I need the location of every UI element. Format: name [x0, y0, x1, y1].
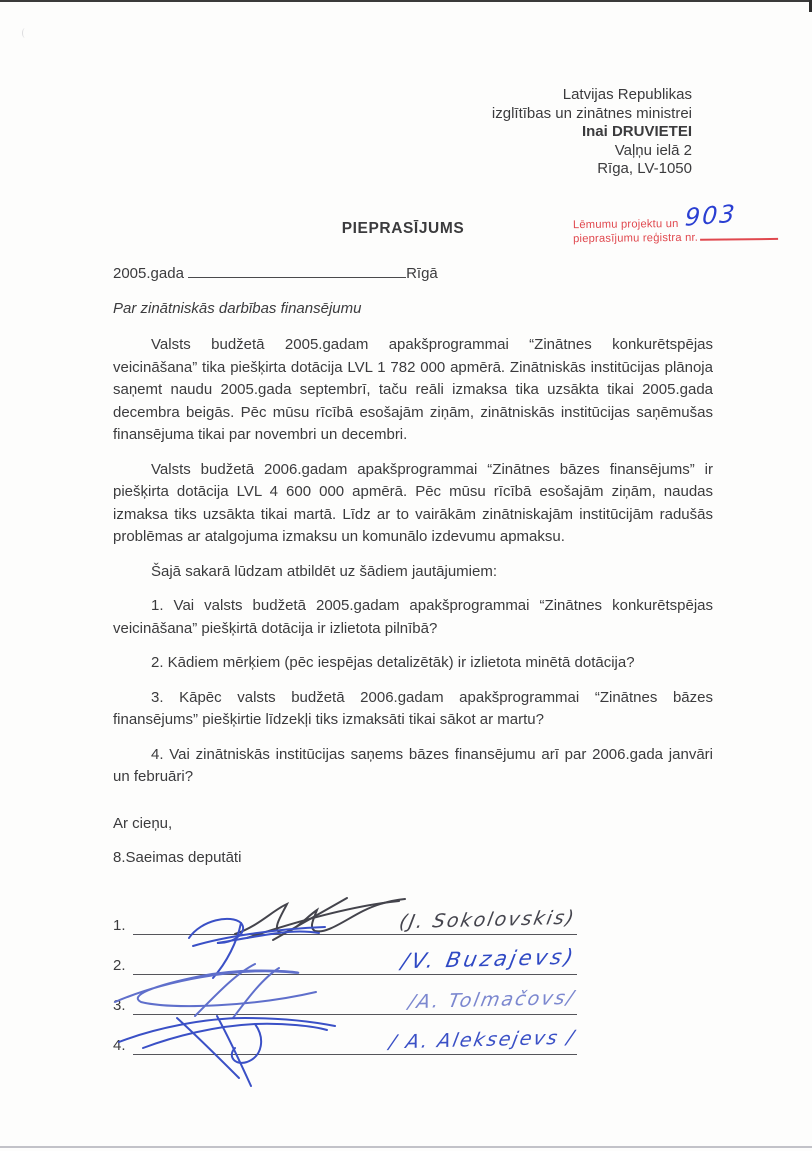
question-4: 4. Vai zinātniskās institūcijas saņems bāzes finansējumu arī par 2006.gada janvāri un februāri?	[113, 745, 713, 785]
signature-number: 3.	[113, 997, 126, 1014]
signature-line	[133, 936, 577, 975]
scan-artifact-bottom-edge	[0, 1146, 812, 1148]
recipient-name: Inai DRUVIETEI	[581, 123, 692, 141]
signature-line	[133, 976, 577, 1015]
signature-printed-name: /V. Buzajevs)	[398, 944, 578, 974]
paragraph: Valsts budžetā 2005.gadam apakšprogrammai “Zinātnes konkurētspējas veicināšana” tika piešķirta dotācija LVL 1 782 000 apmērā. Zinātniskās institūcijas plānoja saņemt naudu 2005.gada septembrī, taču reāli izmaksa tika uzsākta tikai 2005.gada decembra beigās. Pēc mūsu rīcībā esošajām ziņām, zinātniskās institūcijas saņēmušas finansējuma tikai par novembri un decembri.	[113, 336, 713, 443]
letter-body	[113, 334, 713, 882]
signature-printed-name: (J. Sokolovskis)	[397, 906, 578, 934]
subject-line: Par zinātniskās darbības finansējumu	[113, 300, 362, 317]
registry-stamp	[572, 199, 778, 246]
signatures-section	[113, 896, 713, 1056]
scan-artifact-mark	[22, 28, 28, 38]
questions-intro: Šajā sakarā lūdzam atbildēt uz šādiem jautājumiem:	[151, 562, 498, 580]
closing-salutation: Ar cieņu,	[113, 814, 173, 832]
signature-stroke	[115, 1006, 375, 1092]
signature-row-4	[113, 1016, 713, 1055]
date-city: Rīgā	[406, 265, 438, 282]
paragraph: Valsts budžetā 2006.gadam apakšprogrammai “Zinātnes bāzes finansējums” ir piešķirta dotācija LVL 4 600 000 apmērā. Pēc mūsu rīcībā esošajām ziņām, naudas izmaksa tiks uzsākta tikai martā. Līdz ar to vairākām zinātniskajām institūcijām radušās problēmas ar atalgojuma izmaksu un komunālo izdevumu apmaksu.	[113, 460, 713, 545]
signature-row-1	[113, 896, 713, 935]
question-3: 3. Kāpēc valsts budžetā 2006.gadam apakšprogrammai “Zinātnes bāzes finansējums” piešķirtie līdzekļi tiks izmaksāti tikai sākot ar martu?	[113, 688, 713, 728]
signatory-group-label: 8.Saeimas deputāti	[113, 849, 242, 866]
signature-number: 4.	[113, 1037, 126, 1054]
signature-printed-name: /A. Tolmačovs/	[406, 986, 578, 1014]
recipient-street: Vaļņu ielā 2	[614, 141, 692, 159]
stamp-text-line1: Lēmumu projektu un	[572, 217, 679, 232]
recipient-city: Rīga, LV-1050	[597, 160, 692, 178]
date-prefix: 2005.gada	[113, 265, 184, 282]
recipient-address-block	[492, 86, 692, 179]
stamp-text-line2: pieprasījumu reģistra nr.	[573, 230, 778, 246]
recipient-line: izglītības un zinātnes ministrei	[491, 104, 692, 122]
signature-printed-name: / A. Aleksejevs /	[387, 1026, 578, 1054]
signature-number: 2.	[113, 957, 126, 974]
signature-line	[133, 1016, 577, 1055]
question-2: 2. Kādiem mērķiem (pēc iespējas detalizētāk) ir izlietota minētā dotācija?	[151, 654, 635, 671]
question-1: 1. Vai valsts budžetā 2005.gadam apakšprogrammai “Zinātnes konkurētspējas veicināšana” piešķirtā dotācija ir izlietota pilnībā?	[113, 597, 713, 637]
date-line	[113, 264, 438, 282]
stamp-number-line	[700, 237, 778, 240]
scan-artifact-top-edge	[0, 0, 812, 2]
signature-row-2	[113, 936, 713, 975]
signature-number: 1.	[113, 917, 126, 934]
signature-line	[133, 896, 577, 935]
recipient-line: Latvijas Republikas	[562, 86, 692, 103]
date-blank-line	[188, 264, 406, 278]
signature-row-3	[113, 976, 713, 1015]
document-title: PIEPRASĪJUMS	[341, 220, 465, 237]
stamp-handwritten-number: 903	[684, 199, 738, 232]
